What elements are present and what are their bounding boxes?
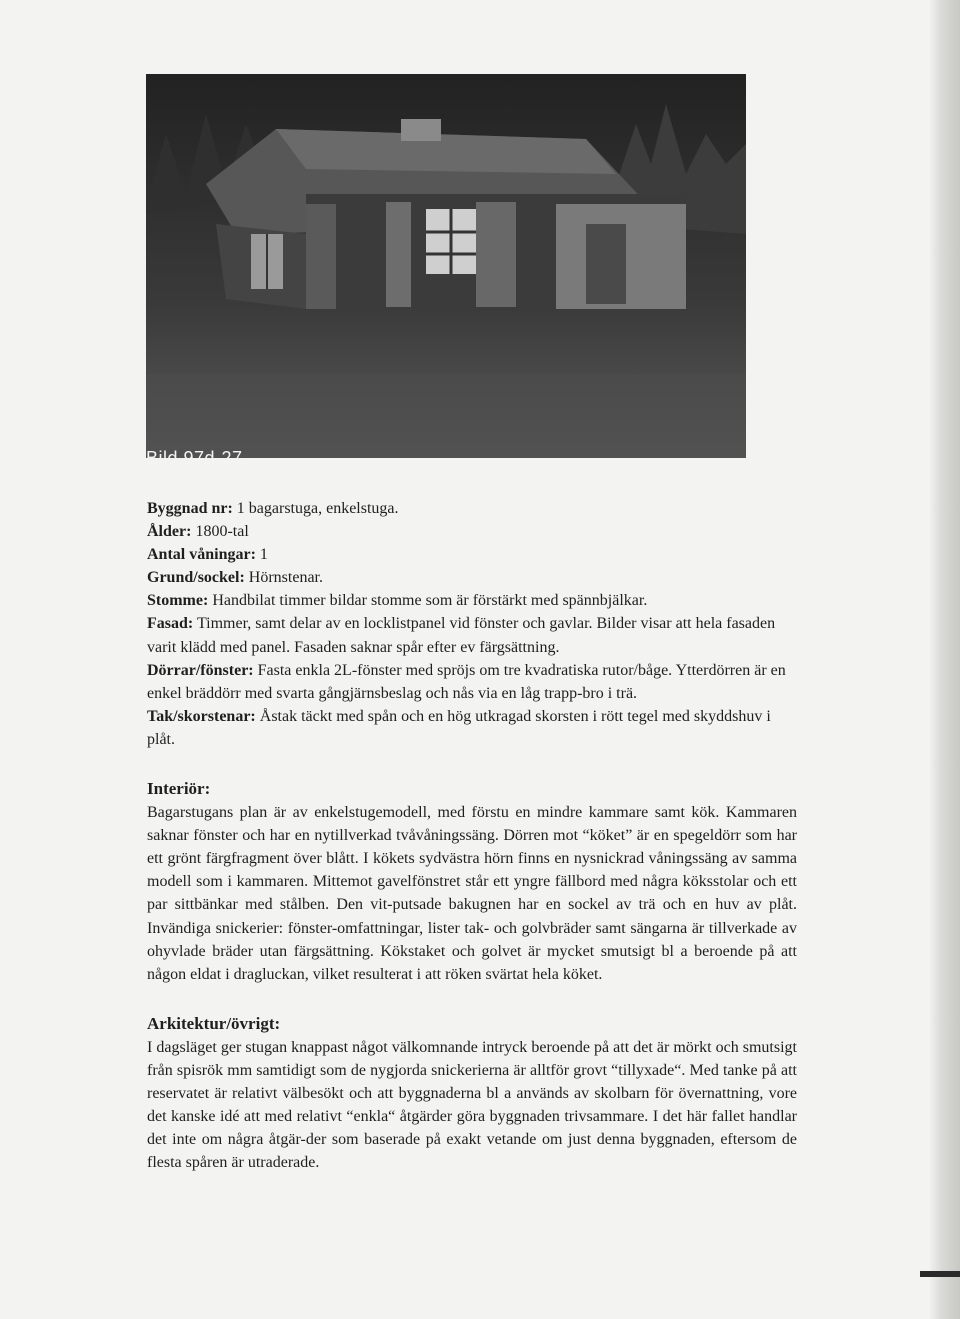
interior-heading: Interiör: (147, 779, 211, 799)
interior-section (147, 777, 797, 986)
fact-roof-chimney: Tak/skorstenar: Åstak täckt med spån och en hög utkragad skorsten i rött tegel med skyddshuv i plåt. (147, 707, 771, 748)
scan-mark (920, 1271, 960, 1277)
cabin-photo-image (146, 74, 746, 458)
document-body (147, 497, 797, 1174)
fact-frame: Stomme: Handbilat timmer bildar stomme som är förstärkt med spännbjälkar. (147, 592, 648, 610)
photo-caption: Bild 97d-27. (146, 448, 249, 468)
architecture-text: I dagsläget ger stugan knappast något välkomnande intryck beroende på att det är mörkt och smutsigt från spisrök mm samtidigt som de nygjorda snickerierna är alltför grovt “tillyxade“. Med tanke på att reservatet är relativt välbesökt och att byggnaderna bl a används av skolbarn för övernattning, vore det kanske idé att med relativt “enkla“ åtgärder göra byggnaden trivsammare. I det här fallet handlar det inte om några åtgär-der som baserade på exakt vetande om just denna byggnaden, eftersom de flesta spåren är utraderade. (147, 1038, 797, 1172)
fact-doors-windows: Dörrar/fönster: Fasta enkla 2L-fönster med spröjs om tre kvadratiska rutor/båge. Ytterdörren är en enkel bräddörr med svarta gångjärnsbeslag och nås via en låg trapp-bro i trä. (147, 661, 786, 702)
fact-floors: Antal våningar: 1 (147, 546, 268, 564)
fact-facade: Fasad: Timmer, samt delar av en locklistpanel vid fönster och gavlar. Bilder visar att hela fasaden varit klädd med panel. Fasaden saknar spår efter ev färgsättning. (147, 615, 776, 656)
interior-text: Bagarstugans plan är av enkelstugemodell, med förstu en mindre kammare samt kök. Kammaren saknar fönster och har en nytillverkad tvåvåningssäng. Dörren mot “köket” är en spegeldörr som har ett grönt färgfragment över blått. I kökets sydvästra hörn finns en nysnickrad våningssäng av samma modell som i kammaren. Mittemot gavelfönstret står ett yngre fällbord med några köksstolar och ett par sittbänkar med stålben. Den vit-putsade bakugnen har en sockel av trä och en huv av plåt. Invändiga snickerier: fönster-omfattningar, lister tak- och golvbräder samt sängarna är tillverkade av ohyvlade bräder utan färgsättning. Kökstaket och golvet är mycket smutsigt bl a beroende på att någon eldat i dragluckan, vilket resulterat i att röken svärtat hela köket. (147, 804, 797, 983)
fact-age: Ålder: 1800-tal (147, 523, 249, 541)
architecture-section (147, 1012, 797, 1175)
fact-building-number: Byggnad nr: 1 bagarstuga, enkelstuga. (147, 500, 399, 517)
fact-foundation: Grund/sockel: Hörnstenar. (147, 569, 323, 587)
scan-edge (930, 0, 960, 1319)
cabin-photo (146, 74, 746, 458)
architecture-heading: Arkitektur/övrigt: (147, 1013, 281, 1033)
